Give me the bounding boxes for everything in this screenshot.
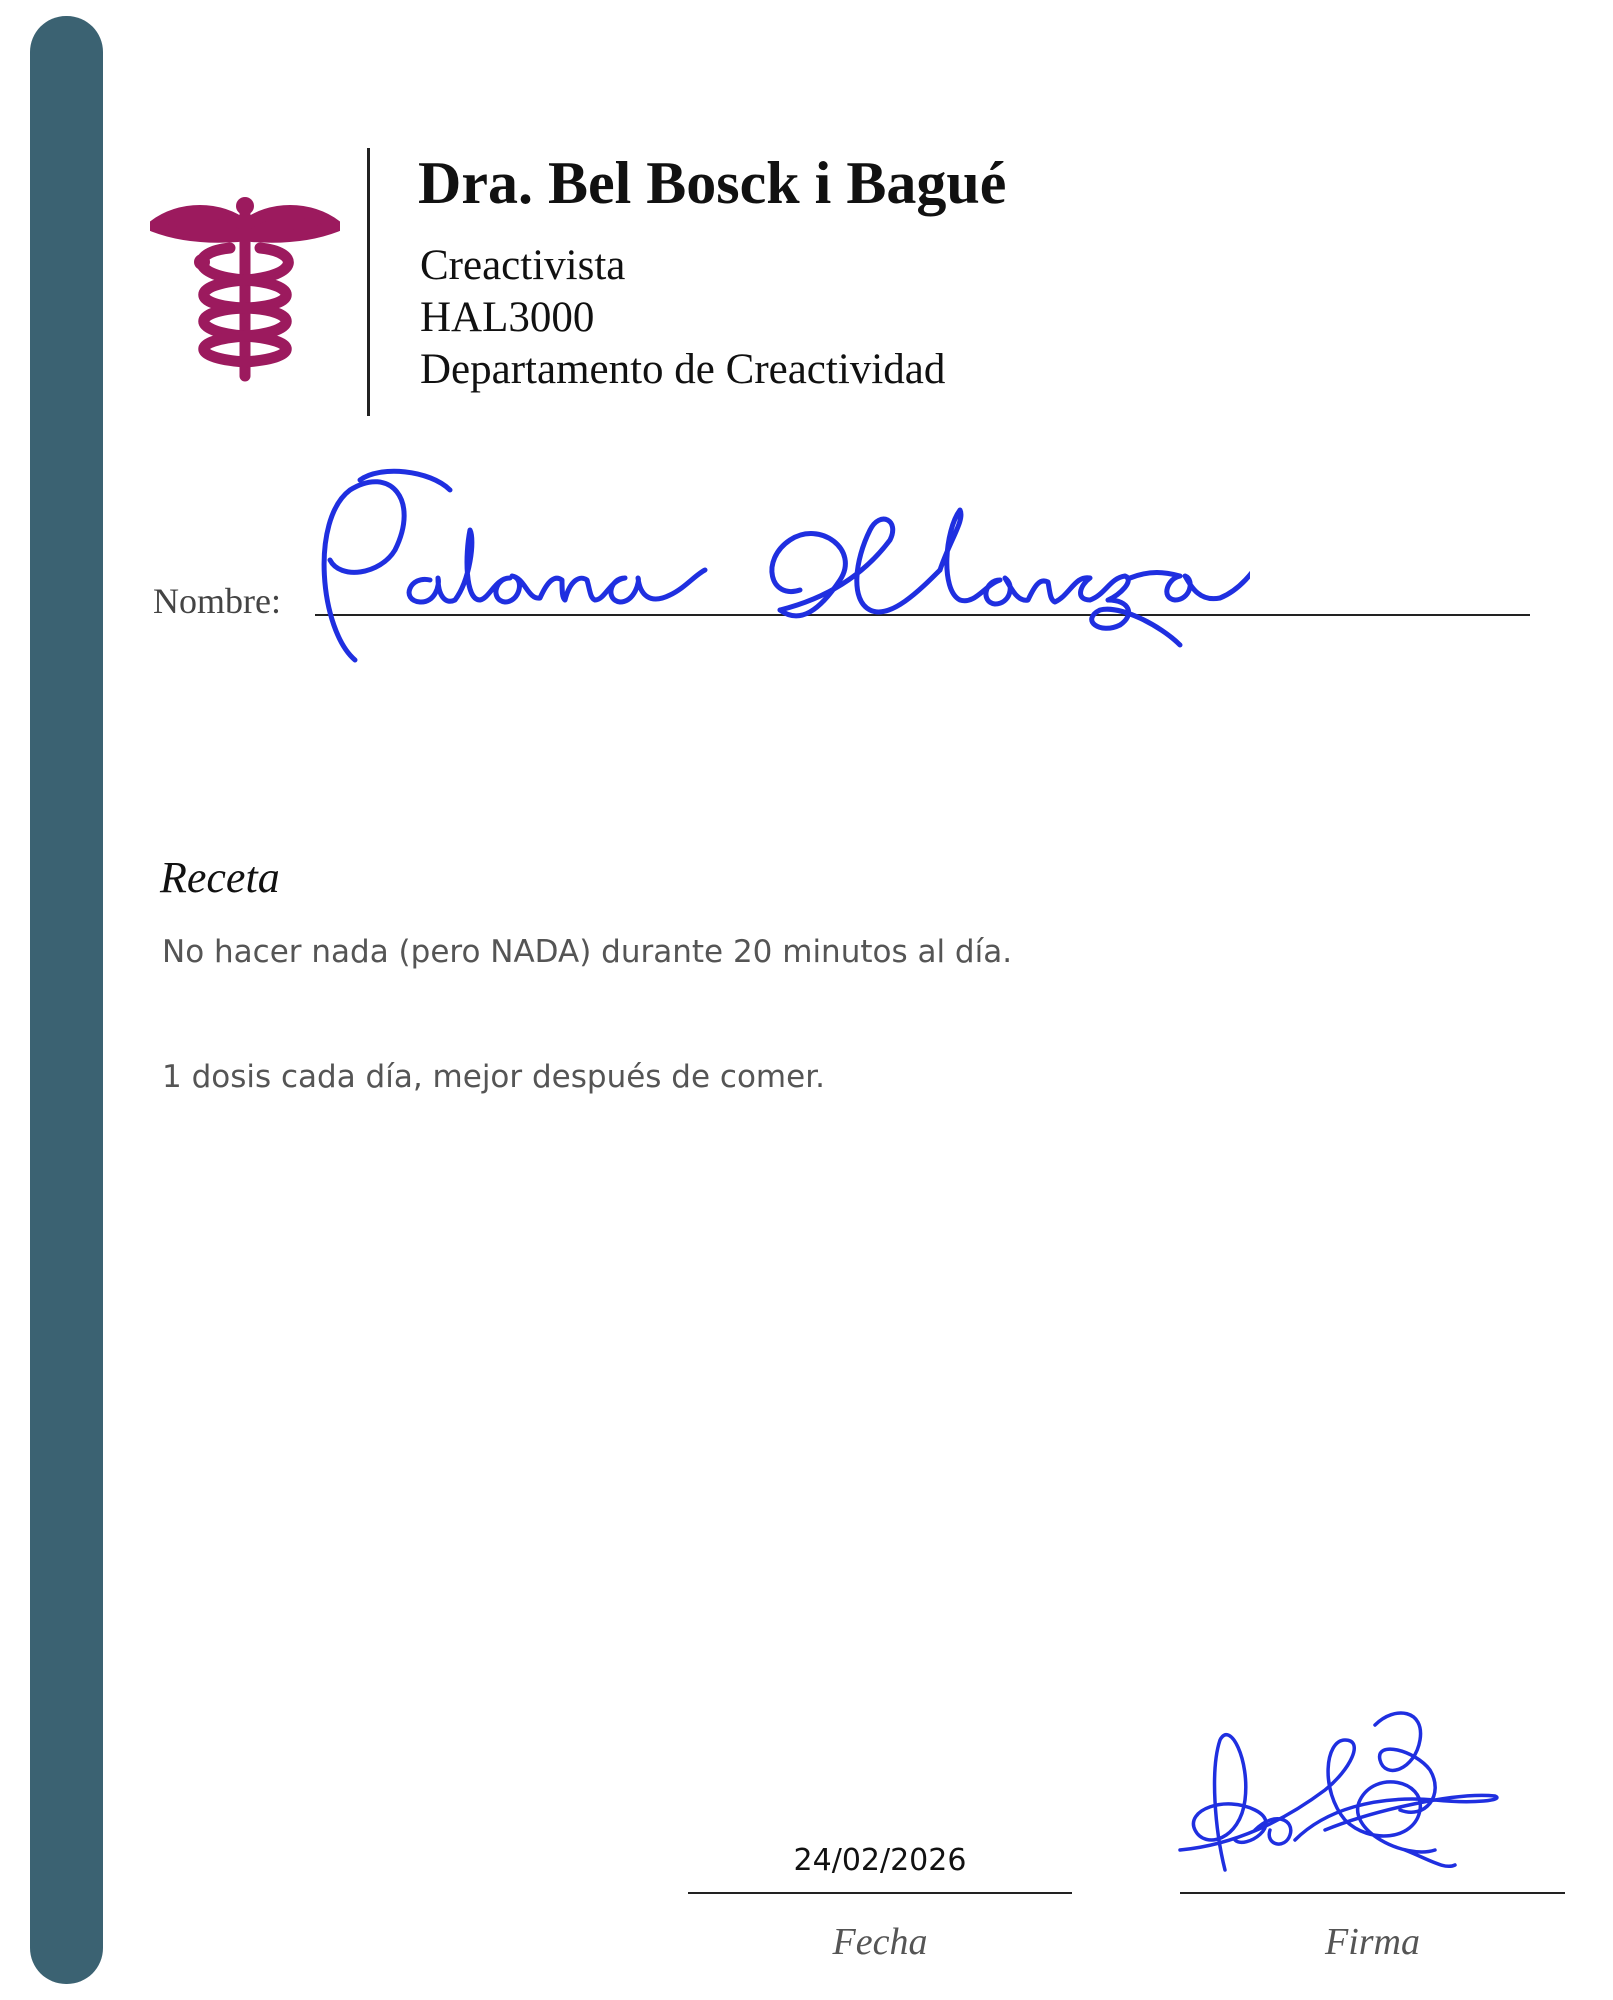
prescription-instruction: No hacer nada (pero NADA) durante 20 minutos al día. (162, 934, 1013, 970)
name-label: Nombre: (153, 581, 281, 621)
doctor-details (420, 240, 945, 396)
prescription-title: Receta (160, 853, 280, 902)
header-divider (367, 148, 370, 416)
sidebar-accent-bar (30, 16, 103, 1984)
doctor-specialty: Creactivista (420, 242, 626, 289)
date-value: 24/02/2026 (793, 1843, 967, 1878)
date-caption: Fecha (832, 1921, 928, 1963)
date-underline (688, 1892, 1072, 1894)
prescription-dosage: 1 dosis cada día, mejor después de comer. (162, 1059, 825, 1095)
doctor-department: Departamento de Creactividad (420, 346, 946, 393)
doctor-name: Dra. Bel Bosck i Bagué (418, 150, 1007, 216)
doctor-signature (1175, 1700, 1515, 1880)
signature-caption: Firma (1325, 1921, 1420, 1963)
signature-underline (1180, 1892, 1565, 1894)
patient-handwritten-name (300, 460, 1250, 690)
doctor-code: HAL3000 (420, 294, 595, 341)
caduceus-icon (150, 196, 340, 382)
